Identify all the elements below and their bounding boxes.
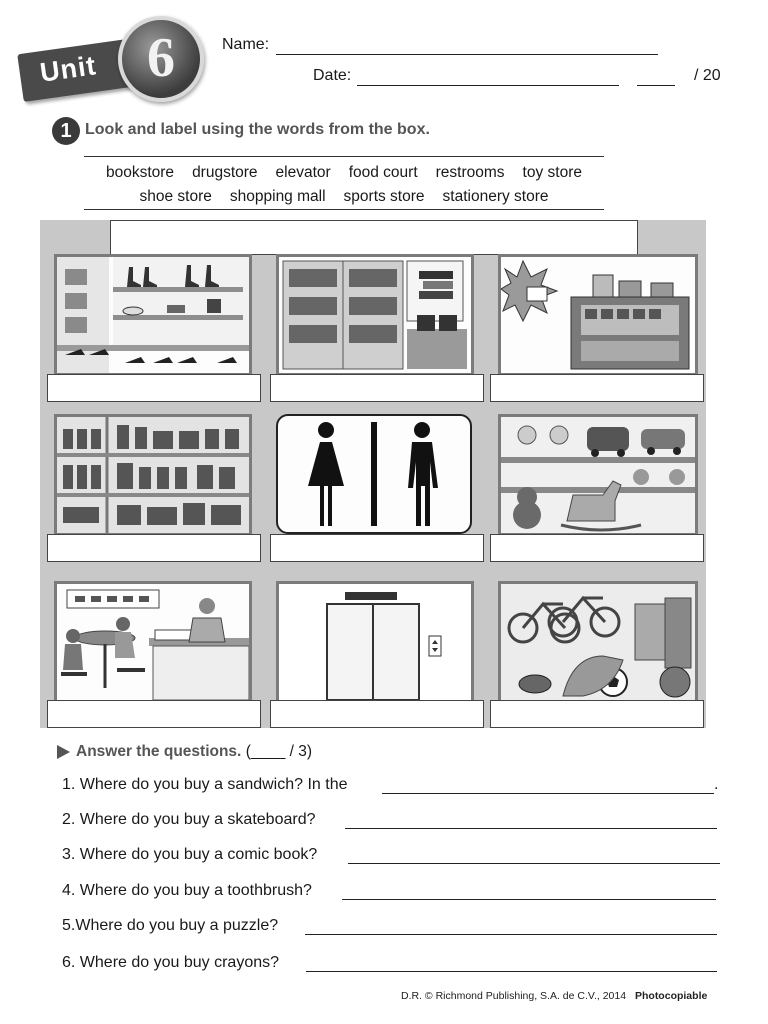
- word-shopping-mall: shopping mall: [229, 188, 326, 205]
- unit-number-circle: [118, 16, 204, 102]
- answer-line-3[interactable]: [348, 863, 720, 864]
- footer: [401, 990, 707, 1002]
- label-box-shoe-store[interactable]: [47, 374, 261, 402]
- question-5: 5.Where do you buy a puzzle?: [62, 917, 279, 934]
- label-box-sports-store[interactable]: [490, 700, 704, 728]
- answer-heading-text: Answer the questions.: [76, 743, 242, 760]
- unit-number: 6: [147, 27, 175, 89]
- question-4: 4. Where do you buy a toothbrush?: [62, 882, 312, 899]
- restrooms-scene-icon: [276, 414, 472, 534]
- photocopiable-label: Photocopiable: [634, 990, 708, 1002]
- date-label: Date:: [313, 67, 352, 84]
- question-3: 3. Where do you buy a comic book?: [62, 846, 318, 863]
- answer-line-1[interactable]: [382, 793, 714, 794]
- bookstore-scene-icon: [276, 254, 474, 376]
- stationery-store-scene-icon: [498, 254, 698, 376]
- label-box-stationery-store[interactable]: [490, 374, 704, 402]
- label-box-restrooms[interactable]: [270, 534, 484, 562]
- label-box-toy-store[interactable]: [490, 534, 704, 562]
- exercise-instruction: Look and label using the words from the box.: [85, 121, 430, 138]
- word-elevator: elevator: [275, 164, 331, 181]
- arrow-icon: [57, 745, 70, 759]
- label-box-elevator[interactable]: [270, 700, 484, 728]
- drugstore-scene-icon: [54, 414, 252, 536]
- answer-line-5[interactable]: [305, 934, 717, 935]
- name-label: Name:: [222, 36, 270, 53]
- label-box-bookstore[interactable]: [270, 374, 484, 402]
- elevator-scene-icon: [276, 581, 474, 703]
- word-sports-store: sports store: [343, 188, 425, 205]
- unit-label: Unit: [38, 50, 99, 88]
- label-box-food-court[interactable]: [47, 700, 261, 728]
- name-field[interactable]: [276, 54, 658, 55]
- word-box-row-1: [84, 164, 604, 182]
- score-field[interactable]: [637, 85, 675, 86]
- question-1-period: .: [714, 776, 719, 793]
- label-box-drugstore[interactable]: [47, 534, 261, 562]
- exercise-number: 1: [52, 117, 80, 145]
- word-restrooms: restrooms: [435, 164, 505, 181]
- date-field[interactable]: [357, 85, 619, 86]
- word-food-court: food court: [348, 164, 418, 181]
- shoe-store-scene-icon: [54, 254, 252, 376]
- copyright-text: D.R. © Richmond Publishing, S.A. de C.V., 2014: [401, 990, 627, 1002]
- question-2: 2. Where do you buy a skateboard?: [62, 811, 316, 828]
- answer-heading: [76, 743, 312, 761]
- answer-line-4[interactable]: [342, 899, 716, 900]
- word-toy-store: toy store: [522, 164, 582, 181]
- question-6: 6. Where do you buy crayons?: [62, 954, 280, 971]
- word-shoe-store: shoe store: [139, 188, 212, 205]
- answer-score: (____ / 3): [245, 743, 313, 760]
- word-box: [84, 156, 604, 210]
- word-drugstore: drugstore: [192, 164, 258, 181]
- answer-line-6[interactable]: [306, 971, 717, 972]
- question-1: 1. Where do you buy a sandwich? In the: [62, 776, 348, 793]
- food-court-scene-icon: [54, 581, 252, 703]
- word-box-row-2: [84, 188, 604, 206]
- mall-title-answer-box[interactable]: [110, 220, 638, 255]
- word-stationery-store: stationery store: [442, 188, 549, 205]
- word-bookstore: bookstore: [105, 164, 175, 181]
- sports-store-scene-icon: [498, 581, 698, 703]
- unit-badge: [14, 14, 194, 106]
- toy-store-scene-icon: [498, 414, 698, 536]
- score-total: / 20: [694, 67, 721, 84]
- answer-line-2[interactable]: [345, 828, 717, 829]
